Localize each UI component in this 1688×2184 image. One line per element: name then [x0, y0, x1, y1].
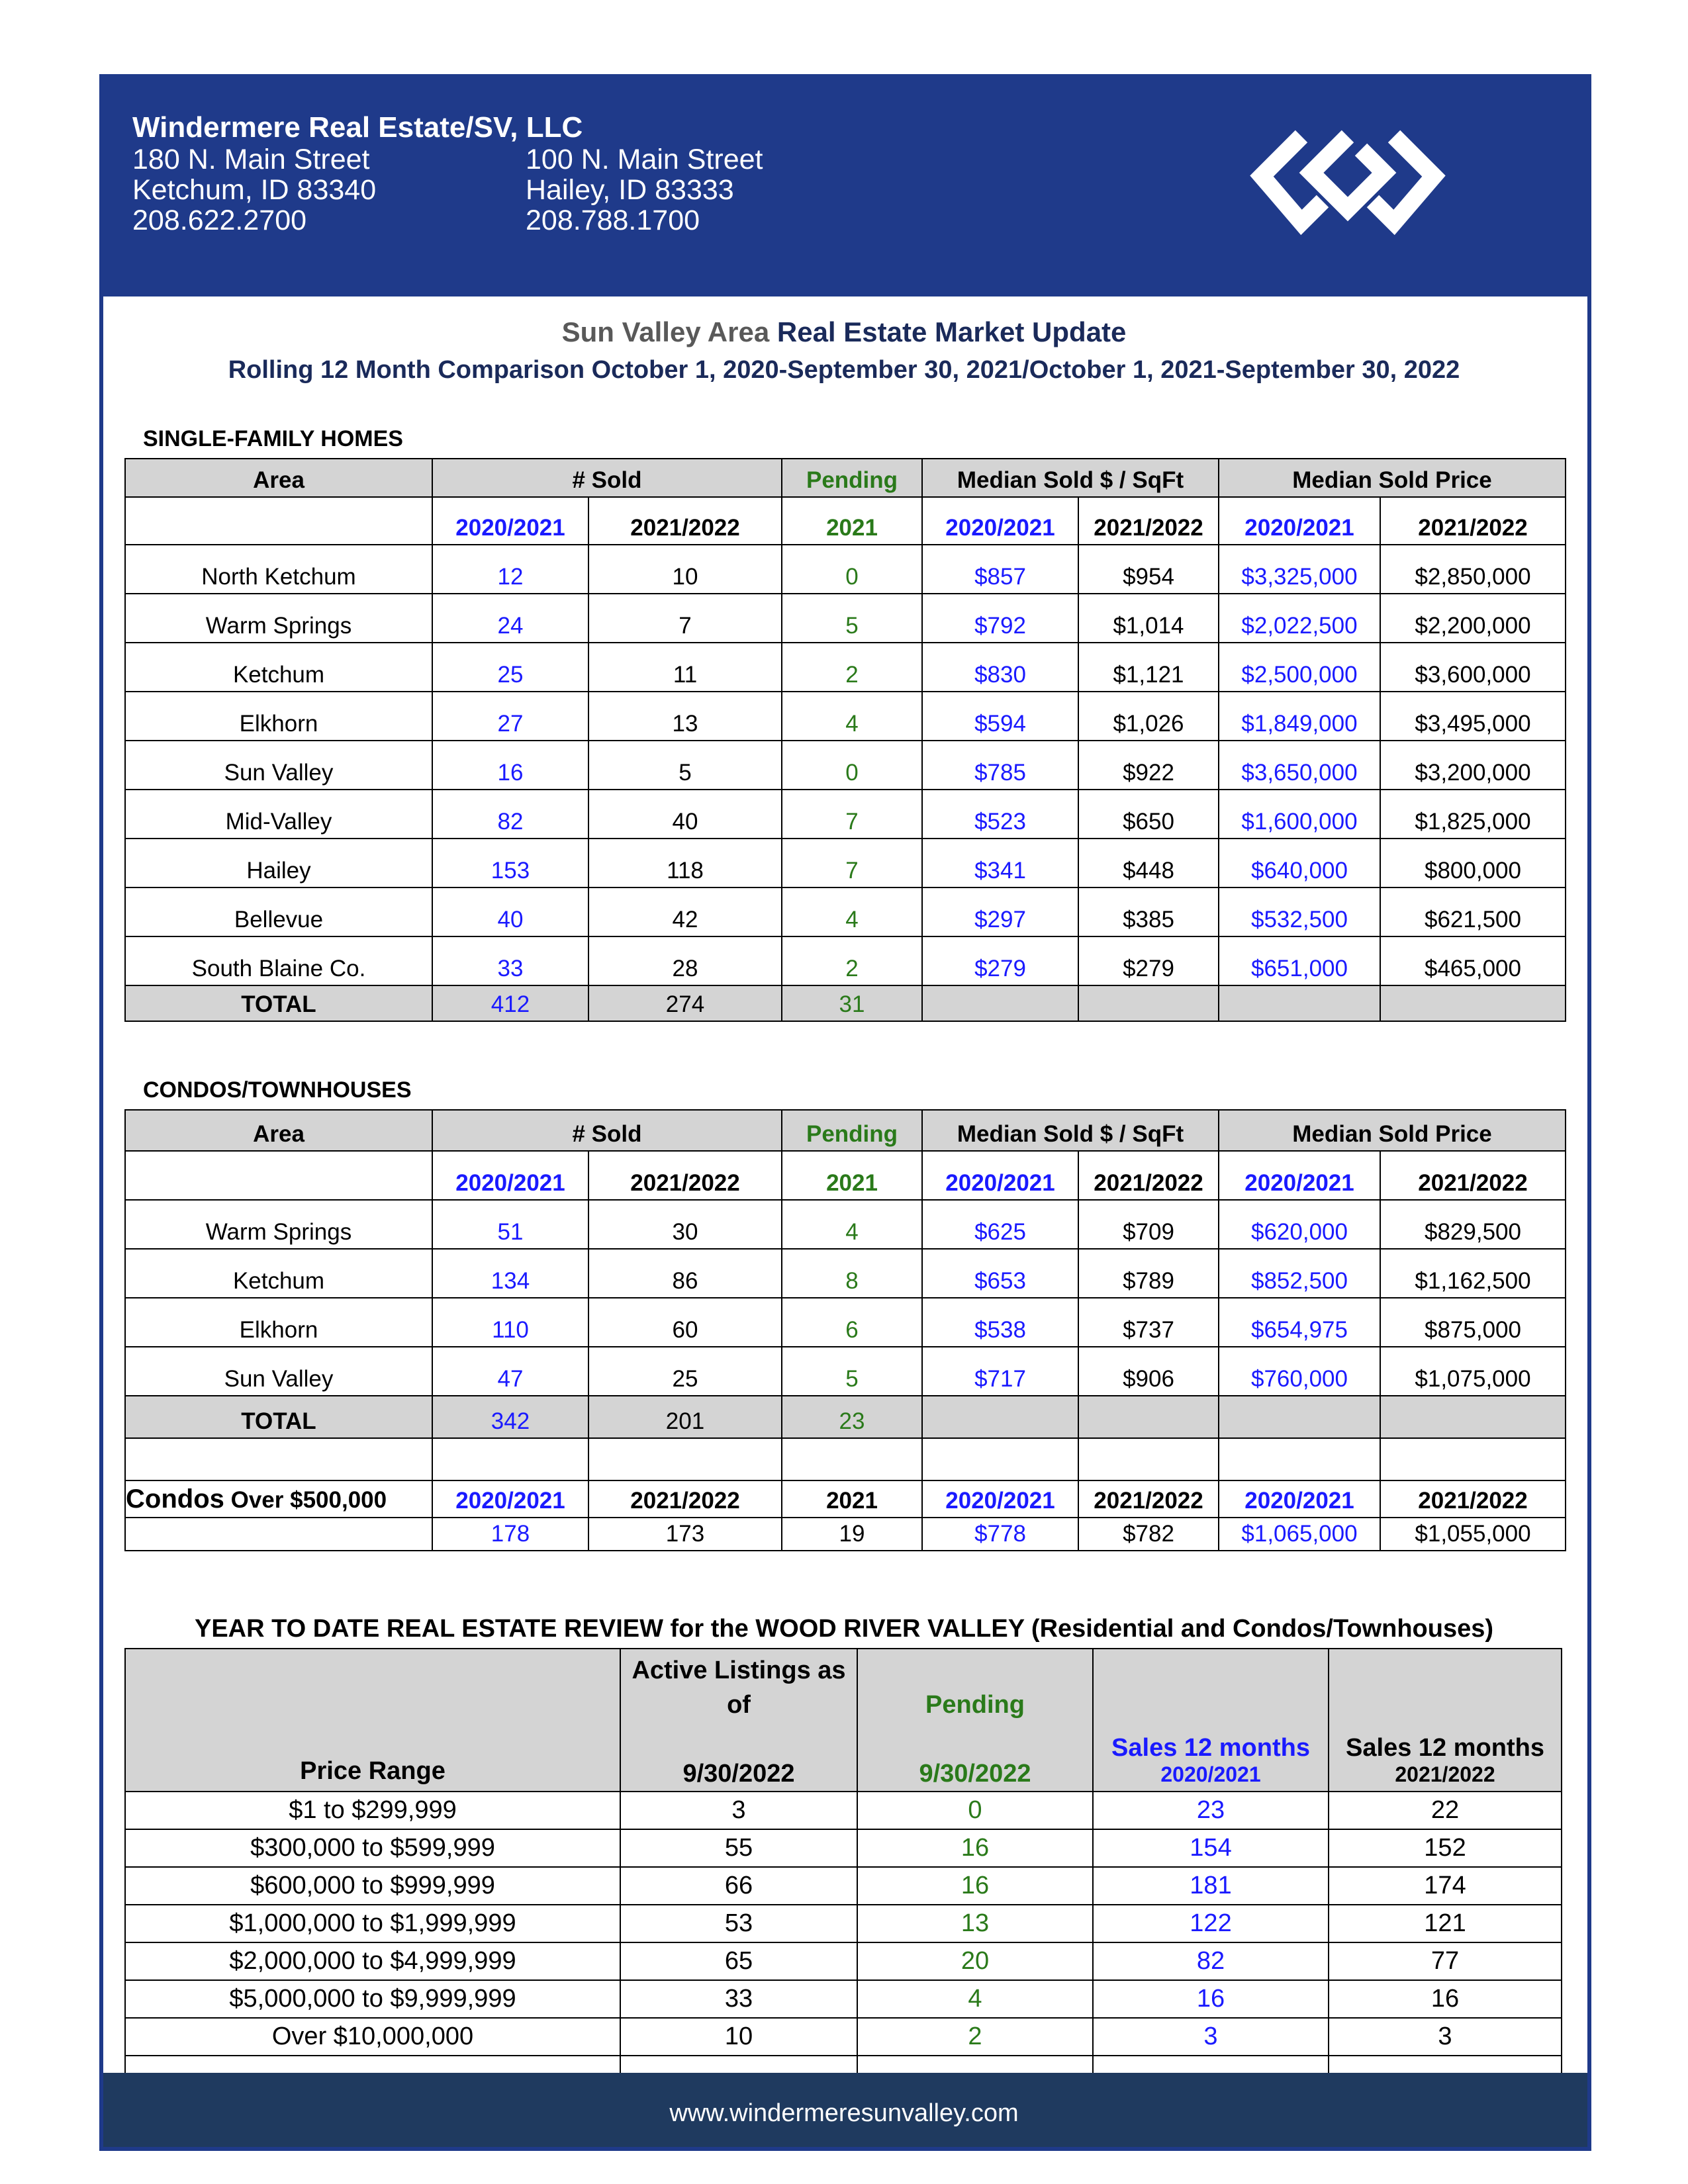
sfh-section-label: SINGLE-FAMILY HOMES: [143, 426, 403, 451]
condo-subheader: 2021/2022: [1078, 1151, 1219, 1200]
condo-cell: 60: [588, 1298, 782, 1347]
condo-header-pending: Pending: [782, 1110, 922, 1151]
condo-over-500k-value: 19: [782, 1518, 922, 1551]
sfh-cell: $830: [922, 643, 1078, 692]
sfh-cell: $1,849,000: [1219, 692, 1380, 741]
condo-over-500k-value: 173: [588, 1518, 782, 1551]
ytd-table: [124, 1648, 1562, 2077]
condo-subheader: 2021/2022: [1380, 1151, 1566, 1200]
ytd-header-pending: [857, 1649, 1093, 1792]
sfh-cell: 42: [588, 887, 782, 936]
ytd-cell: 16: [857, 1867, 1093, 1905]
ytd-cell: 66: [620, 1867, 857, 1905]
sfh-total-pending: 31: [782, 985, 922, 1021]
sfh-cell: $3,200,000: [1380, 741, 1566, 790]
ytd-cell: 154: [1093, 1829, 1329, 1867]
ytd-cell: $5,000,000 to $9,999,999: [125, 1980, 620, 2018]
ytd-cell: 0: [857, 1792, 1093, 1829]
ytd-header-active-line1: Active Listings as: [632, 1657, 846, 1684]
condo-cell: 86: [588, 1249, 782, 1298]
sfh-total-label: TOTAL: [125, 985, 432, 1021]
sfh-cell: 13: [588, 692, 782, 741]
ytd-cell: 22: [1329, 1792, 1562, 1829]
sfh-header-sold: # Sold: [432, 459, 782, 497]
ytd-row: [125, 1829, 1562, 1867]
ytd-cell: 3: [1093, 2018, 1329, 2056]
ytd-cell: 65: [620, 1942, 857, 1980]
office-hailey-street: 100 N. Main Street: [526, 144, 763, 175]
condo-cell: $717: [922, 1347, 1078, 1396]
sfh-header-area: Area: [125, 459, 432, 497]
sfh-cell: 5: [782, 594, 922, 643]
office-ketchum-address: [132, 144, 376, 236]
sfh-cell: $297: [922, 887, 1078, 936]
condo-cell: Ketchum: [125, 1249, 432, 1298]
sfh-cell: Warm Springs: [125, 594, 432, 643]
ytd-cell: 13: [857, 1905, 1093, 1942]
sfh-cell: 4: [782, 692, 922, 741]
sfh-cell: Ketchum: [125, 643, 432, 692]
ytd-row: [125, 1867, 1562, 1905]
ytd-cell: $2,000,000 to $4,999,999: [125, 1942, 620, 1980]
sfh-cell: 24: [432, 594, 588, 643]
ytd-cell: 16: [1093, 1980, 1329, 2018]
ytd-title: YEAR TO DATE REAL ESTATE REVIEW for the WOOD RIVER VALLEY (Residential and Condos/Townhouses): [194, 1615, 1494, 1643]
condo-over-500k-header: 2021: [782, 1480, 922, 1518]
ytd-row: [125, 1792, 1562, 1829]
letterhead: [103, 78, 1587, 296]
report-subtitle: Rolling 12 Month Comparison October 1, 2020-September 30, 2021/October 1, 2021-September 30, 2022: [228, 356, 1460, 384]
sfh-subheader: 2021: [782, 497, 922, 545]
condo-header-price: Median Sold Price: [1219, 1110, 1566, 1151]
ytd-header-price-range: Price Range: [125, 1649, 620, 1792]
ytd-cell: $300,000 to $599,999: [125, 1829, 620, 1867]
condo-row: [125, 1347, 1566, 1396]
condo-over-500k-header: 2021/2022: [1380, 1480, 1566, 1518]
condo-over-500k-header: 2021/2022: [588, 1480, 782, 1518]
sfh-cell: $800,000: [1380, 839, 1566, 887]
ytd-cell: 20: [857, 1942, 1093, 1980]
sfh-cell: $1,026: [1078, 692, 1219, 741]
condo-row: [125, 1298, 1566, 1347]
ytd-header-sales-2021-year: 2020/2021: [1160, 1762, 1261, 1786]
sfh-header-pending: Pending: [782, 459, 922, 497]
condo-cell: $789: [1078, 1249, 1219, 1298]
condo-cell: $737: [1078, 1298, 1219, 1347]
condo-subheader: 2020/2021: [1219, 1151, 1380, 1200]
sfh-cell: 7: [782, 790, 922, 839]
sfh-cell: 0: [782, 545, 922, 594]
sfh-cell: Sun Valley: [125, 741, 432, 790]
sfh-cell: $621,500: [1380, 887, 1566, 936]
condo-cell: 5: [782, 1347, 922, 1396]
condo-cell: $875,000: [1380, 1298, 1566, 1347]
sfh-cell: $1,825,000: [1380, 790, 1566, 839]
condo-over-500k-label-main: Condos: [126, 1484, 224, 1514]
sfh-cell: $594: [922, 692, 1078, 741]
sfh-row: [125, 790, 1566, 839]
condo-cell: 47: [432, 1347, 588, 1396]
ytd-header-active: [620, 1649, 857, 1792]
sfh-total-empty: [1380, 985, 1566, 1021]
sfh-cell: $1,600,000: [1219, 790, 1380, 839]
ytd-header-active-line2: of: [727, 1691, 751, 1719]
office-ketchum-city: Ketchum, ID 83340: [132, 174, 377, 206]
condo-over-500k-value: $782: [1078, 1518, 1219, 1551]
ytd-cell: 2: [857, 2018, 1093, 2056]
condo-section-label: CONDOS/TOWNHOUSES: [143, 1077, 412, 1103]
office-hailey-address: [526, 144, 763, 236]
condo-cell: 134: [432, 1249, 588, 1298]
sfh-cell: 82: [432, 790, 588, 839]
condo-subheader: 2021: [782, 1151, 922, 1200]
condo-cell: $760,000: [1219, 1347, 1380, 1396]
sfh-cell: 2: [782, 936, 922, 985]
condo-header-sqft: Median Sold $ / SqFt: [922, 1110, 1219, 1151]
sfh-cell: $448: [1078, 839, 1219, 887]
condo-cell: $829,500: [1380, 1200, 1566, 1249]
condo-cell: $709: [1078, 1200, 1219, 1249]
condo-row: [125, 1249, 1566, 1298]
sfh-cell: 10: [588, 545, 782, 594]
sfh-cell: South Blaine Co.: [125, 936, 432, 985]
ytd-cell: $1 to $299,999: [125, 1792, 620, 1829]
sfh-cell: Bellevue: [125, 887, 432, 936]
ytd-cell: 152: [1329, 1829, 1562, 1867]
condo-spacer-cell: [782, 1438, 922, 1480]
sfh-cell: 12: [432, 545, 588, 594]
condo-total-empty: [922, 1396, 1078, 1438]
ytd-cell: 3: [1329, 2018, 1562, 2056]
condo-spacer-cell: [1219, 1438, 1380, 1480]
ytd-cell: 3: [620, 1792, 857, 1829]
sfh-cell: 7: [782, 839, 922, 887]
sfh-cell: $785: [922, 741, 1078, 790]
sfh-row: [125, 594, 1566, 643]
sfh-subheader: 2021/2022: [588, 497, 782, 545]
office-ketchum-phone: 208.622.2700: [132, 205, 307, 236]
condo-total-label: TOTAL: [125, 1396, 432, 1438]
sfh-cell: 11: [588, 643, 782, 692]
ytd-cell: 77: [1329, 1942, 1562, 1980]
sfh-subheader: 2020/2021: [432, 497, 588, 545]
condo-over-500k-value: $1,065,000: [1219, 1518, 1380, 1551]
condo-total-sold-2022: 201: [588, 1396, 782, 1438]
condo-spacer-cell: [588, 1438, 782, 1480]
sfh-total-sold-2022: 274: [588, 985, 782, 1021]
ytd-cell: 121: [1329, 1905, 1562, 1942]
report-title-main: Real Estate Market Update: [776, 316, 1127, 347]
sfh-subheader: 2021/2022: [1380, 497, 1566, 545]
condo-cell: Warm Springs: [125, 1200, 432, 1249]
sfh-cell: 0: [782, 741, 922, 790]
ytd-cell: 82: [1093, 1942, 1329, 1980]
sfh-cell: $279: [922, 936, 1078, 985]
condo-cell: 4: [782, 1200, 922, 1249]
condo-total-empty: [1219, 1396, 1380, 1438]
condo-over-500k-label: [125, 1480, 432, 1518]
condo-total-sold-2021: 342: [432, 1396, 588, 1438]
office-hailey-city: Hailey, ID 83333: [526, 174, 734, 206]
condo-row: [125, 1200, 1566, 1249]
condo-over-500k-header: 2020/2021: [432, 1480, 588, 1518]
sfh-total-sold-2021: 412: [432, 985, 588, 1021]
sfh-cell: $3,650,000: [1219, 741, 1380, 790]
ytd-cell: 16: [857, 1829, 1093, 1867]
ytd-cell: 16: [1329, 1980, 1562, 2018]
sfh-subheader-blank: [125, 497, 432, 545]
sfh-cell: Elkhorn: [125, 692, 432, 741]
sfh-cell: $1,014: [1078, 594, 1219, 643]
sfh-row: [125, 887, 1566, 936]
sfh-cell: $792: [922, 594, 1078, 643]
condo-cell: $654,975: [1219, 1298, 1380, 1347]
ytd-cell: 10: [620, 2018, 857, 2056]
condo-spacer-cell: [125, 1438, 432, 1480]
sfh-cell: $2,500,000: [1219, 643, 1380, 692]
condo-over-500k-value: $778: [922, 1518, 1078, 1551]
condo-subheader: 2021/2022: [588, 1151, 782, 1200]
condo-subheader: 2020/2021: [432, 1151, 588, 1200]
condo-cell: Sun Valley: [125, 1347, 432, 1396]
ytd-cell: 174: [1329, 1867, 1562, 1905]
condo-spacer-cell: [1380, 1438, 1566, 1480]
sfh-cell: 153: [432, 839, 588, 887]
sfh-cell: 5: [588, 741, 782, 790]
condo-cell: 51: [432, 1200, 588, 1249]
office-ketchum-street: 180 N. Main Street: [132, 144, 370, 175]
sfh-cell: 28: [588, 936, 782, 985]
condo-total-empty: [1078, 1396, 1219, 1438]
condo-cell: $852,500: [1219, 1249, 1380, 1298]
sfh-table: [124, 458, 1566, 1022]
sfh-cell: $279: [1078, 936, 1219, 985]
ytd-cell: 33: [620, 1980, 857, 2018]
sfh-row: [125, 936, 1566, 985]
condo-cell: $653: [922, 1249, 1078, 1298]
ytd-header-pending-date: 9/30/2022: [919, 1760, 1031, 1788]
sfh-row: [125, 839, 1566, 887]
sfh-total-empty: [922, 985, 1078, 1021]
ytd-cell: 23: [1093, 1792, 1329, 1829]
sfh-cell: $465,000: [1380, 936, 1566, 985]
report-title-area: Sun Valley Area: [561, 316, 770, 347]
sfh-cell: $857: [922, 545, 1078, 594]
condo-spacer-cell: [1078, 1438, 1219, 1480]
sfh-cell: 7: [588, 594, 782, 643]
sfh-total-empty: [1078, 985, 1219, 1021]
sfh-cell: $954: [1078, 545, 1219, 594]
office-hailey-phone: 208.788.1700: [526, 205, 700, 236]
condo-header-sold: # Sold: [432, 1110, 782, 1151]
condo-over-500k-blank: [125, 1518, 432, 1551]
ytd-cell: $1,000,000 to $1,999,999: [125, 1905, 620, 1942]
sfh-cell: 40: [588, 790, 782, 839]
ytd-header-sales-2021: [1093, 1649, 1329, 1792]
sfh-header-sqft: Median Sold $ / SqFt: [922, 459, 1219, 497]
ytd-cell: 4: [857, 1980, 1093, 2018]
condo-spacer-cell: [922, 1438, 1078, 1480]
sfh-cell: $3,325,000: [1219, 545, 1380, 594]
ytd-row: [125, 2018, 1562, 2056]
sfh-cell: 2: [782, 643, 922, 692]
condo-cell: $625: [922, 1200, 1078, 1249]
sfh-cell: $3,600,000: [1380, 643, 1566, 692]
ytd-cell: $600,000 to $999,999: [125, 1867, 620, 1905]
condo-subheader-blank: [125, 1151, 432, 1200]
sfh-row: [125, 692, 1566, 741]
sfh-cell: 40: [432, 887, 588, 936]
ytd-header-sales-2021-label: Sales 12 months: [1111, 1734, 1310, 1762]
ytd-header-sales-2022: [1329, 1649, 1562, 1792]
report-title: [0, 316, 1688, 348]
ytd-header-active-date: 9/30/2022: [682, 1760, 795, 1788]
condo-total-pending: 23: [782, 1396, 922, 1438]
sfh-cell: $2,200,000: [1380, 594, 1566, 643]
condo-over-500k-value: 178: [432, 1518, 588, 1551]
condo-spacer-cell: [432, 1438, 588, 1480]
sfh-cell: 118: [588, 839, 782, 887]
condo-over-500k-header: 2021/2022: [1078, 1480, 1219, 1518]
company-name: Windermere Real Estate/SV, LLC: [132, 111, 583, 144]
condo-cell: 8: [782, 1249, 922, 1298]
ytd-row: [125, 1980, 1562, 2018]
condo-cell: $620,000: [1219, 1200, 1380, 1249]
sfh-cell: Hailey: [125, 839, 432, 887]
condo-over-500k-value: $1,055,000: [1380, 1518, 1566, 1551]
condo-subheader: 2020/2021: [922, 1151, 1078, 1200]
sfh-cell: $1,121: [1078, 643, 1219, 692]
condo-cell: 6: [782, 1298, 922, 1347]
sfh-subheader: 2020/2021: [1219, 497, 1380, 545]
ytd-cell: 55: [620, 1829, 857, 1867]
sfh-cell: $3,495,000: [1380, 692, 1566, 741]
ytd-cell: Over $10,000,000: [125, 2018, 620, 2056]
condo-total-empty: [1380, 1396, 1566, 1438]
sfh-cell: $651,000: [1219, 936, 1380, 985]
ytd-cell: 122: [1093, 1905, 1329, 1942]
sfh-cell: 25: [432, 643, 588, 692]
sfh-cell: $2,850,000: [1380, 545, 1566, 594]
condo-cell: 30: [588, 1200, 782, 1249]
condo-header-area: Area: [125, 1110, 432, 1151]
sfh-row: [125, 741, 1566, 790]
ytd-header-pending-label: Pending: [925, 1691, 1025, 1719]
sfh-subheader: 2021/2022: [1078, 497, 1219, 545]
ytd-cell: 181: [1093, 1867, 1329, 1905]
sfh-cell: 16: [432, 741, 588, 790]
sfh-cell: Mid-Valley: [125, 790, 432, 839]
ytd-cell: 53: [620, 1905, 857, 1942]
sfh-cell: $640,000: [1219, 839, 1380, 887]
condo-over-500k-label-sub: Over $500,000: [230, 1487, 387, 1513]
condo-table: [124, 1109, 1566, 1551]
condo-cell: $1,075,000: [1380, 1347, 1566, 1396]
ytd-header-sales-2022-year: 2021/2022: [1395, 1762, 1495, 1786]
ytd-header-sales-2022-label: Sales 12 months: [1346, 1734, 1544, 1762]
sfh-cell: $650: [1078, 790, 1219, 839]
condo-cell: $1,162,500: [1380, 1249, 1566, 1298]
condo-cell: $538: [922, 1298, 1078, 1347]
ytd-row: [125, 1942, 1562, 1980]
condo-over-500k-header: 2020/2021: [1219, 1480, 1380, 1518]
sfh-row: [125, 643, 1566, 692]
sfh-cell: 4: [782, 887, 922, 936]
sfh-header-price: Median Sold Price: [1219, 459, 1566, 497]
condo-over-500k-header: 2020/2021: [922, 1480, 1078, 1518]
sfh-cell: North Ketchum: [125, 545, 432, 594]
sfh-cell: $523: [922, 790, 1078, 839]
condo-cell: 25: [588, 1347, 782, 1396]
sfh-cell: $2,022,500: [1219, 594, 1380, 643]
sfh-subheader: 2020/2021: [922, 497, 1078, 545]
sfh-cell: 33: [432, 936, 588, 985]
ytd-row: [125, 1905, 1562, 1942]
footer-website-link[interactable]: www.windermeresunvalley.com: [669, 2099, 1019, 2127]
condo-cell: 110: [432, 1298, 588, 1347]
condo-cell: $906: [1078, 1347, 1219, 1396]
sfh-cell: $385: [1078, 887, 1219, 936]
sfh-row: [125, 545, 1566, 594]
sfh-cell: $922: [1078, 741, 1219, 790]
sfh-total-empty: [1219, 985, 1380, 1021]
sfh-cell: $532,500: [1219, 887, 1380, 936]
sfh-cell: 27: [432, 692, 588, 741]
condo-cell: Elkhorn: [125, 1298, 432, 1347]
sfh-cell: $341: [922, 839, 1078, 887]
windermere-logo-icon: [1248, 123, 1447, 249]
